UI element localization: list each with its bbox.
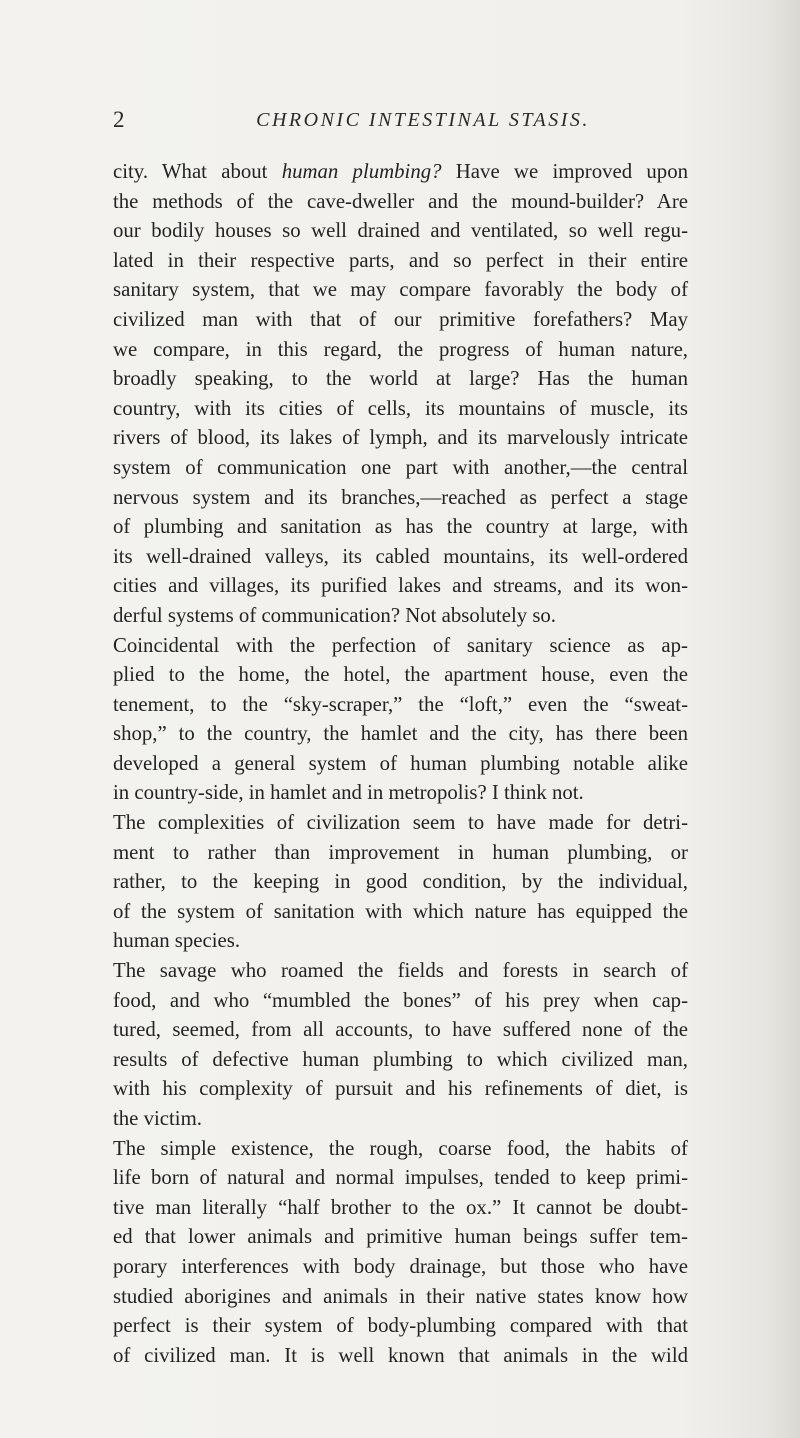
text-run: the victim. <box>113 1107 202 1130</box>
text-run: The savage who roamed the fields and forests in search of <box>113 959 688 983</box>
text-run: of civilized man. It is well known that animals in the wild <box>113 1343 688 1367</box>
text-run: ed that lower animals and primitive human beings suffer tem- <box>113 1225 688 1249</box>
text-run: Coincidental with the perfection of sanitary science as ap- <box>113 633 688 657</box>
text-line <box>113 1163 688 1193</box>
text-line <box>113 275 688 305</box>
text-run: ment to rather than improvement in human plumbing, or <box>113 840 688 864</box>
body-text <box>113 157 688 1370</box>
text-run: broadly speaking, to the world at large? Has the human <box>113 367 688 391</box>
text-line <box>113 246 688 276</box>
text-run: lated in their respective parts, and so perfect in their entire <box>113 248 688 272</box>
text-line <box>113 1252 688 1282</box>
text-run: with his complexity of pursuit and his refinements of diet, is <box>113 1077 688 1101</box>
text-run: system of communication one part with another,—the central <box>113 455 688 479</box>
text-line <box>113 1134 688 1164</box>
text-run: The simple existence, the rough, coarse food, the habits of <box>113 1136 688 1160</box>
text-run: life born of natural and normal impulses, tended to keep primi- <box>113 1166 688 1190</box>
text-run: the methods of the cave-dweller and the mound-builder? Are <box>113 189 688 213</box>
text-line <box>113 660 688 690</box>
text-run: human species. <box>113 929 241 953</box>
text-run: The complexities of civilization seem to have made for detri- <box>113 811 688 835</box>
text-run: tenement, to the “sky-scraper,” the “loft,” even the “sweat- <box>113 692 688 716</box>
text-run: tive man literally “half brother to the ox.” It cannot be doubt- <box>113 1195 688 1219</box>
text-line <box>113 1341 688 1371</box>
text-run: our bodily houses so well drained and ventilated, so well regu- <box>113 219 688 243</box>
text-run: food, and who “mumbled the bones” of his prey when cap- <box>113 988 688 1012</box>
text-line <box>113 305 688 335</box>
text-line <box>113 453 688 483</box>
text-line <box>113 512 688 542</box>
text-line <box>113 571 688 601</box>
text-run: porary interferences with body drainage, but those who have <box>113 1254 688 1278</box>
text-line <box>113 749 688 779</box>
text-run: rivers of blood, its lakes of lymph, and its marvelously intricate <box>113 426 688 450</box>
text-run: tured, seemed, from all accounts, to have suffered none of the <box>113 1018 688 1042</box>
text-run: shop,” to the country, the hamlet and the city, has there been <box>113 722 688 746</box>
running-head: CHRONIC INTESTINAL STASIS. <box>256 109 590 131</box>
text-run: we compare, in this regard, the progress of human nature, <box>113 337 688 361</box>
text-line <box>113 897 688 927</box>
text-line <box>113 157 688 187</box>
text-run: country, with its cities of cells, its mountains of muscle, its <box>113 396 688 420</box>
text-run: in country-side, in hamlet and in metropolis? I think not. <box>113 781 584 805</box>
text-line <box>113 1015 688 1045</box>
text-line <box>113 690 688 720</box>
text-line <box>113 926 688 956</box>
page-number: 2 <box>113 107 125 132</box>
text-line <box>113 778 688 808</box>
page-header <box>113 100 713 140</box>
text-run: plied to the home, the hotel, the apartment house, even the <box>113 663 688 687</box>
text-line <box>113 1074 688 1104</box>
text-line <box>113 1104 688 1134</box>
text-line <box>113 187 688 217</box>
text-run: perfect is their system of body-plumbing compared with that <box>113 1314 688 1338</box>
text-line <box>113 483 688 513</box>
text-line <box>113 542 688 572</box>
text-line <box>113 216 688 246</box>
text-run: sanitary system, that we may compare favorably the body of <box>113 278 688 302</box>
text-run: civilized man with that of our primitive forefathers? May <box>113 307 688 331</box>
text-line <box>113 986 688 1016</box>
text-line <box>113 808 688 838</box>
text-line <box>113 1282 688 1312</box>
text-line <box>113 719 688 749</box>
text-run: results of defective human plumbing to which civilized man, <box>113 1047 688 1071</box>
italic-run: human plumbing? <box>281 160 442 183</box>
text-run: city. What about <box>113 160 282 183</box>
text-line <box>113 867 688 897</box>
text-line <box>113 1045 688 1075</box>
text-run: of the system of sanitation with which nature has equipped the <box>113 899 688 923</box>
text-line <box>113 423 688 453</box>
text-line <box>113 335 688 365</box>
text-run: cities and villages, its purified lakes and streams, and its won- <box>113 574 688 598</box>
text-run: studied aborigines and animals in their native states know how <box>113 1284 688 1308</box>
text-line <box>113 1222 688 1252</box>
text-run: derful systems of communication? Not absolutely so. <box>113 603 557 627</box>
text-run: Have we improved upon <box>441 160 688 183</box>
text-line <box>113 364 688 394</box>
text-run: developed a general system of human plumbing notable alike <box>113 751 688 775</box>
text-line <box>113 631 688 661</box>
text-line <box>113 1311 688 1341</box>
text-run: nervous system and its branches,—reached as perfect a stage <box>113 485 688 509</box>
text-line <box>113 956 688 986</box>
text-run: rather, to the keeping in good condition, by the individual, <box>113 870 688 894</box>
text-line <box>113 601 688 631</box>
text-run: of plumbing and sanitation as has the country at large, with <box>113 515 688 539</box>
text-line <box>113 394 688 424</box>
text-run: its well-drained valleys, its cabled mountains, its well-ordered <box>113 544 688 568</box>
text-line <box>113 838 688 868</box>
text-line <box>113 1193 688 1223</box>
